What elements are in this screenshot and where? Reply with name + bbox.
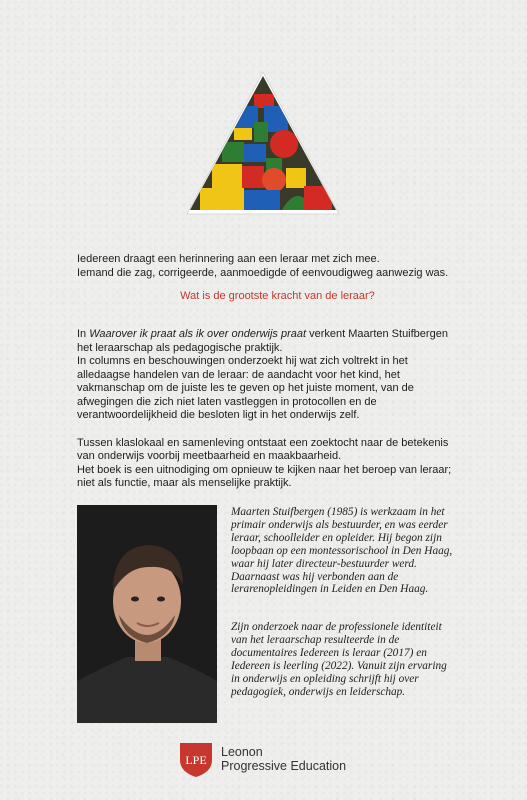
publisher-name: Leonon [221, 745, 263, 759]
author-bio [231, 506, 456, 699]
bio-paragraph-1: Maarten Stuifbergen (1985) is werkzaam in het primair onderwijs als bestuurder, en was eerder leraar, schoolleider en opleider. Hij begon zijn loopbaan op een montessorischool in Den Haag, waar hij later directeur-bestuurder werd. Daarnaast was hij verbonden aan de lerarenopleidingen in Leiden en Den Haag. [231, 506, 453, 596]
intro-line-2: Iemand die zag, corrigeerde, aanmoedigde of eenvoudigweg aanwezig was. [77, 266, 449, 279]
description-paragraph-2: Tussen klaslokaal en samenleving ontstaat een zoektocht naar de betekenis van onderwijs voorbij meetbaarheid en maakbaarheid. [77, 436, 449, 462]
publisher-logo [177, 740, 377, 778]
shield-badge-icon [177, 740, 215, 778]
author-portrait-image [77, 505, 217, 723]
badge-text: LPE [185, 753, 207, 767]
building-blocks-triangle-logo [186, 70, 340, 218]
book-title: Waarover ik praat als ik over onderwijs praat [89, 328, 307, 340]
description-lead: In [77, 328, 90, 340]
key-question: Wat is de grootste kracht van de leraar? [180, 290, 375, 302]
triangle-blocks-image [186, 70, 340, 218]
description [77, 328, 453, 491]
intro-text [77, 253, 457, 280]
intro-line-1: Iedereen draagt een herinnering aan een leraar met zich mee. [77, 253, 380, 265]
description-paragraph-1b: In columns en beschouwingen onderzoekt hij wat zich voltrekt in het alledaagse handelen van de leraar: de aandacht voor het kind, het vakmanschap om de juiste les te geven op het juiste moment, van de afwegingen die zich niet laten vastleggen in protocollen en de verantwoordelijkheid die besloten ligt in het onderwijs zelf. [77, 355, 414, 421]
description-paragraph-3: Het boek is een uitnodiging om opnieuw te kijken naar het beroep van leraar; niet als functie, maar als menselijke praktijk. [77, 463, 452, 489]
publisher-tagline: Progressive Education [221, 759, 347, 773]
description-lead-end: verkent Maarten Stuifbergen het leraarschap als pedagogische praktijk. [77, 328, 448, 354]
description-paragraph-1 [77, 328, 453, 355]
bio-paragraph-2: Zijn onderzoek naar de professionele identiteit van het leraarschap resulteerde in de documentaires Iedereen is leraar (2017) en Iedereen is leerling (2022). Vanuit zijn ervaring in onderwijs en opleiding schrijft hij over pedagogiek, onderwijs en leiderschap. [231, 621, 447, 698]
author-photo [77, 505, 217, 723]
